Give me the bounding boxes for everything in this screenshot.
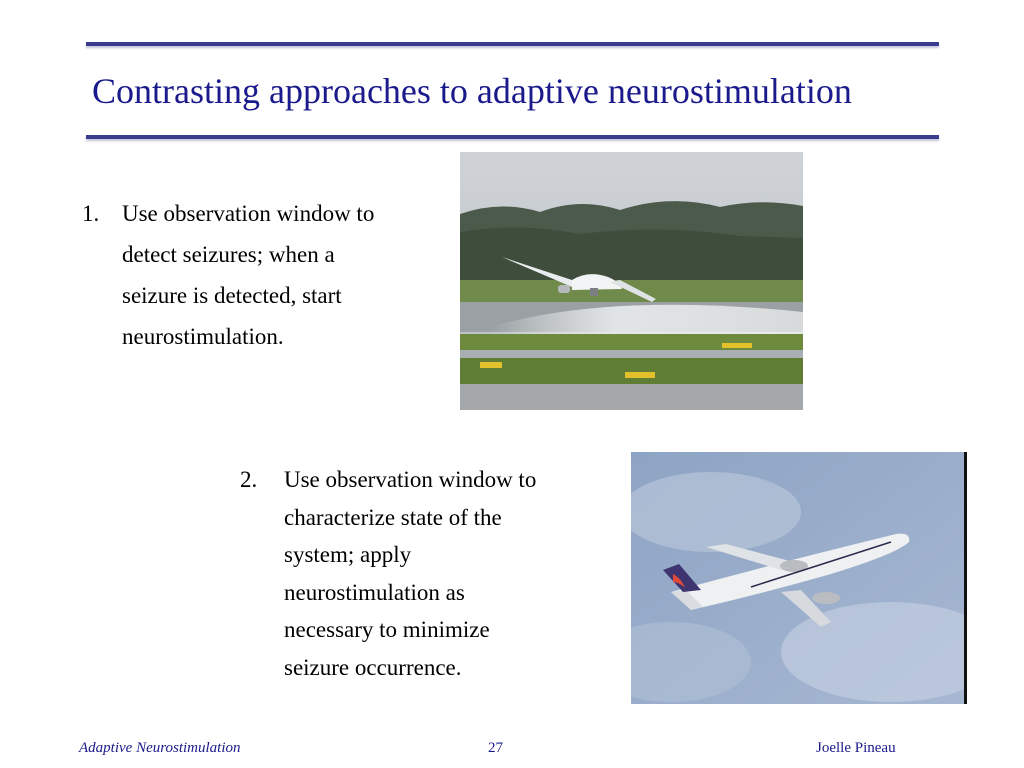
- item-number: 1.: [82, 201, 100, 226]
- slide-title: Contrasting approaches to adaptive neurostimulation: [92, 71, 852, 111]
- item-text: [284, 461, 614, 687]
- item-line: Use observation window to: [284, 467, 537, 492]
- item-line: neurostimulation as: [284, 579, 465, 605]
- item-line: necessary to minimize: [284, 617, 490, 643]
- airplane-climbing-photo: [631, 452, 967, 704]
- item-number: 2.: [240, 467, 258, 492]
- footer-left-text: Adaptive Neurostimulation: [79, 740, 241, 756]
- item-line: characterize state of the: [284, 504, 502, 530]
- item-line: system; apply: [284, 542, 412, 568]
- title-bottom-rule: [86, 135, 939, 139]
- item-line: detect seizures; when a: [122, 242, 335, 267]
- item-line: seizure occurrence.: [284, 654, 462, 680]
- airplane-landing-photo: [460, 152, 803, 410]
- item-line: neurostimulation.: [122, 324, 284, 349]
- item-line: seizure is detected, start: [122, 283, 342, 308]
- title-top-rule: [86, 42, 939, 46]
- page-number: 27: [488, 740, 503, 756]
- item-text: [122, 193, 442, 357]
- footer-author: Joelle Pineau: [816, 740, 896, 756]
- item-line: Use observation window to: [122, 201, 375, 226]
